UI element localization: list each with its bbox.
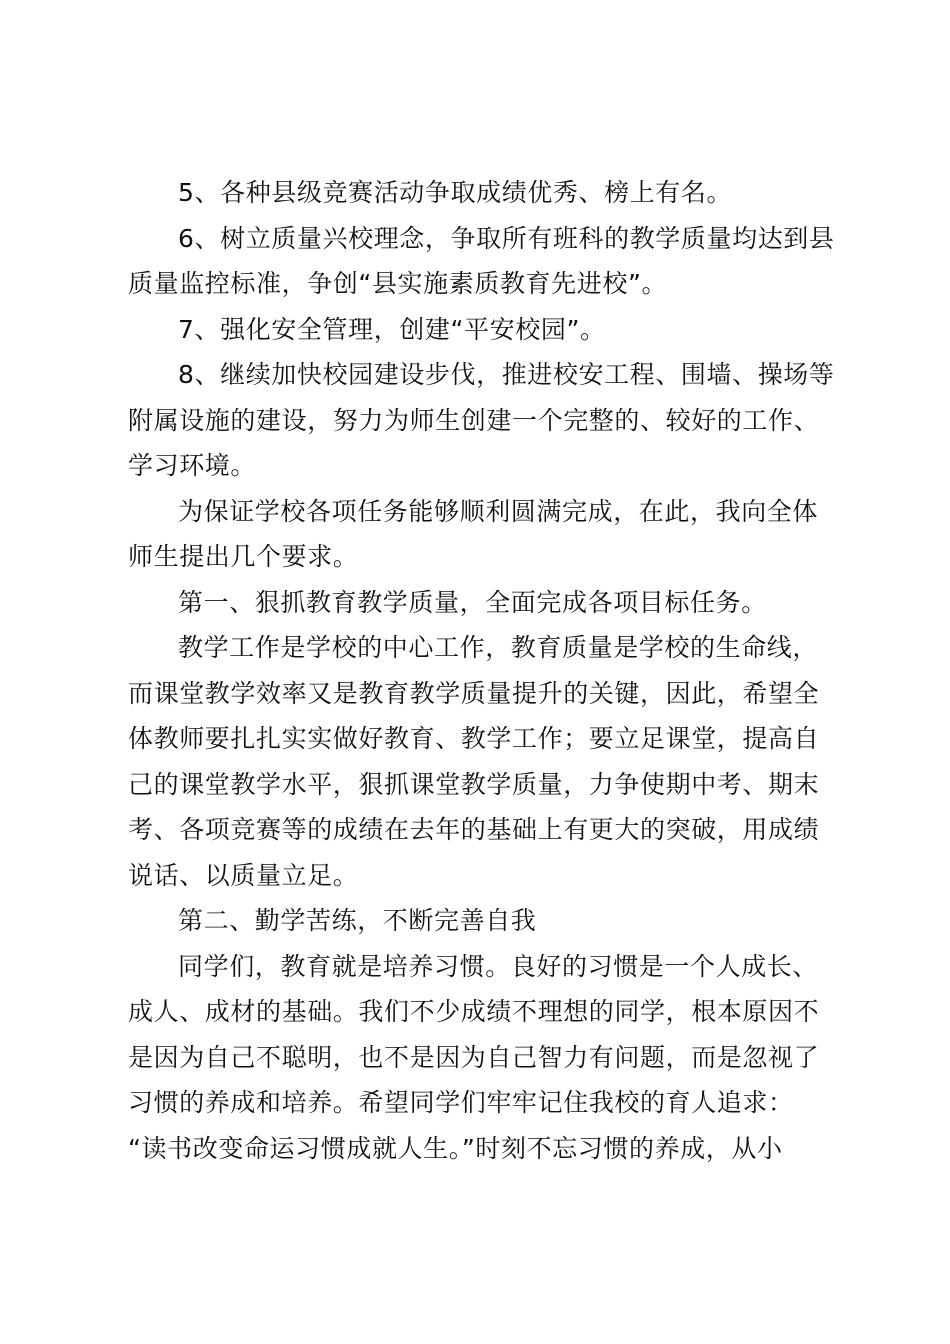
section-heading: 第一、狠抓教育教学质量，全面完成各项目标任务。 [178,587,767,617]
text-line: 附属设施的建设，努力为师生创建一个完整的、较好的工作、 [128,405,820,435]
text-line: 师生提出几个要求。 [128,542,359,571]
text-line: 学习环境。 [128,451,257,480]
text-line: 6、树立质量兴校理念，争取所有班科的教学质量均达到县 [178,223,835,253]
text-line: 为保证学校各项任务能够顺利圆满完成，在此，我向全体 [178,496,819,526]
text-line: 成人、成材的基础。我们不少成绩不理想的同学，根本原因不 [128,997,820,1026]
text-line: 考、各项竞赛等的成绩在去年的基础上有更大的突破，用成绩 [128,815,820,844]
text-line: 教学工作是学校的中心工作，教育质量是学校的生命线， [178,633,819,662]
document-body [128,170,835,1171]
text-line: 习惯的养成和培养。希望同学们牢牢记住我校的育人追求： [128,1088,794,1117]
text-line: “读书改变命运习惯成就人生。”时刻不忘习惯的养成，从小 [128,1133,783,1163]
text-line: 说话、以质量立足。 [128,860,359,890]
text-line: 己的课堂教学水平，狠抓课堂教学质量，力争使期中考、期末 [128,769,820,799]
section-heading: 第二、勤学苦练，不断完善自我 [178,906,537,935]
text-line: 而课堂教学效率又是教育教学质量提升的关键，因此，希望全 [128,678,820,708]
text-line: 是因为自己不聪明，也不是因为自己智力有问题，而是忽视了 [128,1042,820,1072]
text-line: 质量监控标准，争创“县实施素质教育先进校”。 [128,269,668,298]
text-line: 体教师要扎扎实实做好教育、教学工作；要立足课堂，提高自 [128,724,820,753]
text-line: 同学们，教育就是培养习惯。良好的习惯是一个人成长、 [178,951,819,981]
text-line: 8、继续加快校园建设步伐，推进校安工程、围墙、操场等 [178,360,835,389]
text-line: 7、强化安全管理，创建“平安校园”。 [178,314,606,344]
text-line: 5、各种县级竞赛活动争取成绩优秀、榜上有名。 [178,178,733,207]
